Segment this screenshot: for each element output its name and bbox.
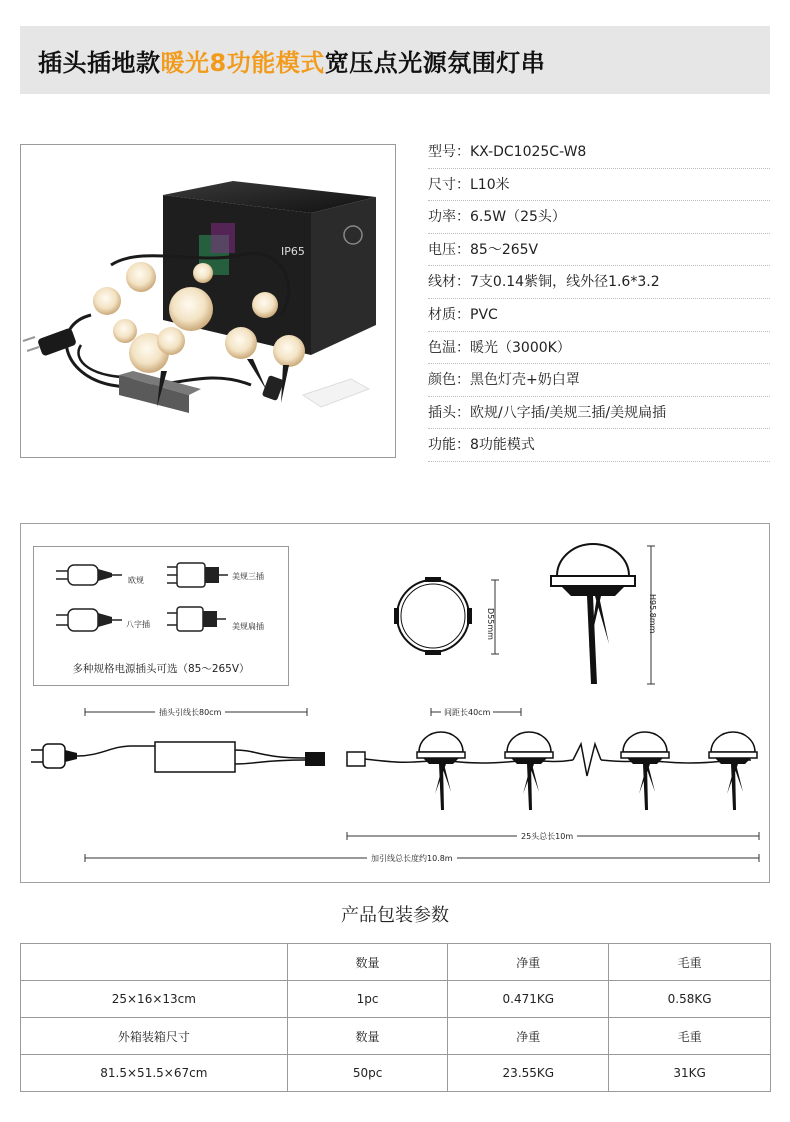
package-title: 产品包装参数 [341, 905, 449, 926]
table-cell: 50pc [287, 1055, 448, 1092]
table-cell: 23.55KG [448, 1055, 609, 1092]
spec-color-temp: 色温：暖光（3000K） [428, 332, 770, 365]
spec-wire: 线材：7支0.14紫铜，线外径1.6*3.2 [428, 266, 770, 299]
table-cell [21, 944, 288, 981]
dimension-diagram [20, 523, 770, 883]
eu-plug-label: 欧规 [128, 576, 144, 585]
product-photo [20, 144, 396, 458]
title-bar [20, 26, 770, 94]
spacing-label: 间距长40cm [441, 707, 493, 718]
title-highlight: 暖光8功能模式 [160, 49, 325, 77]
table-cell: 净重 [448, 1018, 609, 1055]
spec-function: 功能：8功能模式 [428, 429, 770, 462]
fig8-plug-label: 八字插 [126, 620, 150, 629]
title-suffix: 宽压点光源氛围灯串 [324, 49, 546, 77]
table-cell: 81.5×51.5×67cm [21, 1055, 288, 1092]
string-length-label: 25头总长10m [517, 831, 577, 842]
connector-female-icon [347, 752, 365, 766]
spec-voltage: 电压：85～265V [428, 234, 770, 267]
table-cell: 毛重 [609, 1018, 771, 1055]
table-cell: 外箱装箱尺寸 [21, 1018, 288, 1055]
table-row [21, 981, 771, 1018]
box-label: IP65 [281, 245, 305, 258]
ring-top-view [394, 577, 499, 655]
lead-length-label: 插头引线长80cm [155, 707, 225, 718]
string-plug-icon [31, 744, 77, 768]
table-cell: 数量 [287, 944, 448, 981]
us3-plug-label: 美规三插 [232, 572, 264, 581]
string-bulb-icon [505, 732, 553, 810]
table-cell: 1pc [287, 981, 448, 1018]
string-bulb-icon [621, 732, 669, 810]
connector-male-icon [305, 752, 325, 766]
spec-material: 材质：PVC [428, 299, 770, 332]
table-row [21, 1055, 771, 1092]
usflat-plug-label: 美规扁插 [232, 622, 264, 631]
string-bulbs [417, 732, 757, 810]
spec-list [428, 136, 770, 462]
plug-options-note: 多种规格电源插头可选（85～265V） [72, 663, 250, 675]
table-cell: 毛重 [609, 944, 771, 981]
string-drawing [21, 524, 771, 884]
table-row [21, 944, 771, 981]
spec-power: 功率：6.5W（25头） [428, 201, 770, 234]
product-photo-illustration [21, 145, 396, 458]
package-table [20, 943, 771, 1092]
driver-icon [155, 742, 235, 772]
table-cell: 净重 [448, 944, 609, 981]
spec-color: 颜色：黑色灯壳+奶白罩 [428, 364, 770, 397]
total-length-label: 加引线总长度约10.8m [367, 853, 457, 864]
table-cell: 0.471KG [448, 981, 609, 1018]
diameter-label: D55mm [486, 608, 495, 640]
table-cell: 0.58KG [609, 981, 771, 1018]
string-bulb-icon [709, 732, 757, 810]
spec-size: 尺寸：L10米 [428, 169, 770, 202]
height-label: H95.8mm [648, 594, 657, 634]
table-cell: 25×16×13cm [21, 981, 288, 1018]
table-cell: 数量 [287, 1018, 448, 1055]
table-row [21, 1018, 771, 1055]
table-cell: 31KG [609, 1055, 771, 1092]
page-title [38, 43, 545, 78]
string-bulb-icon [417, 732, 465, 810]
spec-plug: 插头：欧规/八字插/美规三插/美规扁插 [428, 397, 770, 430]
bulb-side-view [551, 544, 655, 684]
spec-model: 型号：KX-DC1025C-W8 [428, 136, 770, 169]
title-prefix: 插头插地款 [38, 49, 161, 77]
